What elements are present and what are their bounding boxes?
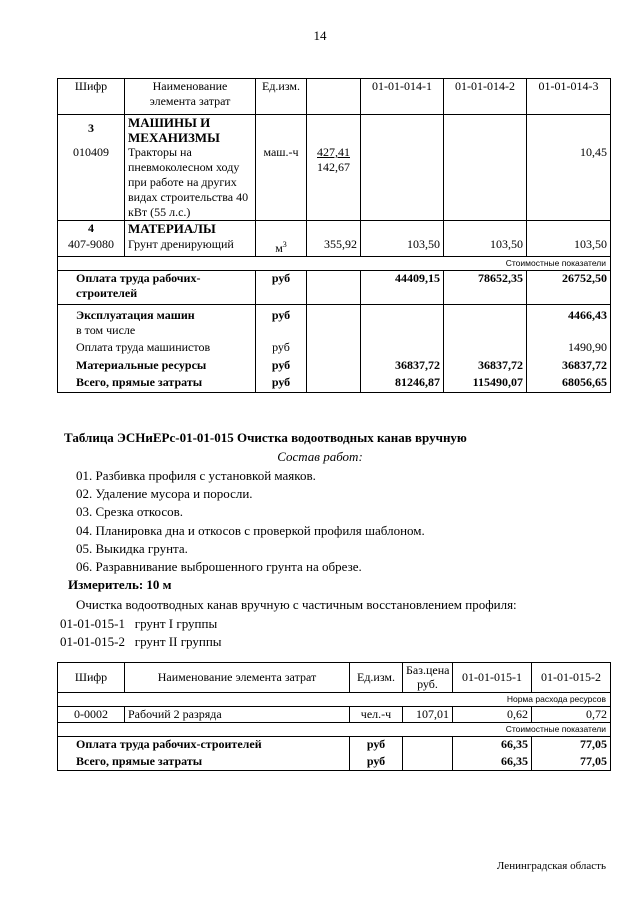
value-col3: 103,50 <box>527 237 611 257</box>
section-number: 4 <box>58 221 125 237</box>
summary-name: Материальные ресурсы <box>58 358 256 375</box>
cost-indicators-label: Стоимостные показатели <box>58 256 611 270</box>
summary-col1: 81246,87 <box>361 375 444 393</box>
value-col2 <box>444 145 527 221</box>
summary-col3: 36837,72 <box>527 358 611 375</box>
header-unit: Ед.изм. <box>350 663 403 693</box>
summary-unit <box>256 323 307 340</box>
summary-col2: 77,05 <box>532 754 611 771</box>
summary-unit: руб <box>350 754 403 771</box>
summary-name: Всего, прямые затраты <box>58 754 350 771</box>
summary-col1: 44409,15 <box>361 270 444 304</box>
work-composition-heading: Состав работ: <box>277 449 363 464</box>
price-bottom: 142,67 <box>317 160 350 174</box>
section-title: МАШИНЫ И МЕХАНИЗМЫ <box>125 115 256 146</box>
resource-norm-label: Норма расхода ресурсов <box>58 693 611 707</box>
operations-list <box>76 467 425 576</box>
value-col2: 103,50 <box>444 237 527 257</box>
summary-col2 <box>444 340 527 358</box>
summary-col1 <box>361 304 444 323</box>
resource-price: 355,92 <box>307 237 361 257</box>
variant-row <box>60 634 222 650</box>
value-col1: 0,62 <box>453 707 532 723</box>
list-item: 02. Удаление мусора и поросли. <box>76 486 253 502</box>
measure-unit: Измеритель: 10 м <box>68 577 172 592</box>
summary-col3: 1490,90 <box>527 340 611 358</box>
section-title: МАТЕРИАЛЫ <box>125 221 256 237</box>
summary-name: Оплата труда рабочих-строителей <box>58 737 350 754</box>
summary-col1: 36837,72 <box>361 358 444 375</box>
variant-text: грунт I группы <box>134 616 218 631</box>
resource-code: 0-0002 <box>58 707 125 723</box>
resource-price <box>307 145 361 221</box>
header-name: Наименование элемента затрат <box>125 663 350 693</box>
summary-name: Оплата труда машинистов <box>58 340 256 358</box>
header-code: Шифр <box>58 663 125 693</box>
value-col3: 10,45 <box>527 145 611 221</box>
resource-name: Рабочий 2 разряда <box>125 707 350 723</box>
summary-row <box>58 375 611 393</box>
summary-unit: руб <box>256 304 307 323</box>
cost-label-row <box>58 723 611 737</box>
header-price <box>307 79 361 115</box>
value-col2: 0,72 <box>532 707 611 723</box>
header-col2: 01-01-015-2 <box>532 663 611 693</box>
summary-col2: 115490,07 <box>444 375 527 393</box>
resource-name: Тракторы на пневмоколесном ходу при работе на других видах строительства 40 кВт (55 л.с.) <box>125 145 256 221</box>
header-name: Наименование элемента затрат <box>125 79 256 115</box>
variant-row <box>60 616 217 632</box>
cost-label-row <box>58 256 611 270</box>
summary-col3: 4466,43 <box>527 304 611 323</box>
summary-name: в том числе <box>58 323 256 340</box>
resource-code: 407-9080 <box>58 237 125 257</box>
header-unit: Ед.изм. <box>256 79 307 115</box>
list-item: 05. Выкидка грунта. <box>76 540 188 556</box>
summary-unit: руб <box>256 375 307 393</box>
variant-code: 01-01-015-1 <box>60 616 125 631</box>
list-item: 04. Планировка дна и откосов с проверкой профиля шаблоном. <box>76 522 425 538</box>
summary-col2 <box>444 304 527 323</box>
work-description: Очистка водоотводных канав вручную с частичным восстановлением профиля: <box>76 597 517 612</box>
summary-unit: руб <box>256 340 307 358</box>
list-item: 03. Срезка откосов. <box>76 504 184 520</box>
resource-unit: $м^3$ <box>256 237 307 257</box>
summary-col2: 77,05 <box>532 737 611 754</box>
page-number: 14 <box>313 28 327 43</box>
header-col1: 01-01-015-1 <box>453 663 532 693</box>
summary-row <box>58 304 611 323</box>
variant-code: 01-01-015-2 <box>60 634 125 649</box>
header-col3: 01-01-014-3 <box>527 79 611 115</box>
summary-col1 <box>361 340 444 358</box>
resource-name: Грунт дренирующий <box>125 237 256 257</box>
price-top: 427,41 <box>317 145 350 159</box>
header-col1: 01-01-014-1 <box>361 79 444 115</box>
resource-table-014 <box>57 78 611 393</box>
summary-col1 <box>361 323 444 340</box>
summary-col2: 78652,35 <box>444 270 527 304</box>
summary-col1: 66,35 <box>453 754 532 771</box>
resource-unit: маш.-ч <box>256 145 307 221</box>
summary-unit: руб <box>256 358 307 375</box>
table-row <box>58 237 611 257</box>
list-item: 06. Разравнивание выброшенного грунта на обрезе. <box>76 559 362 575</box>
summary-col3: 26752,50 <box>527 270 611 304</box>
header-price: Баз.цена руб. <box>403 663 453 693</box>
summary-col3 <box>527 323 611 340</box>
header-col2: 01-01-014-2 <box>444 79 527 115</box>
region-footer: Ленинградская область <box>496 860 606 872</box>
list-item: 01. Разбивка профиля с установкой маяков. <box>76 468 316 483</box>
summary-col2 <box>444 323 527 340</box>
summary-name: Оплата труда рабочих-строителей <box>58 270 256 304</box>
table-header-row <box>58 663 611 693</box>
summary-unit: руб <box>256 270 307 304</box>
summary-col2: 36837,72 <box>444 358 527 375</box>
summary-col1: 66,35 <box>453 737 532 754</box>
summary-row <box>58 270 611 304</box>
table-header-row <box>58 79 611 115</box>
value-col1: 103,50 <box>361 237 444 257</box>
resource-price: 107,01 <box>403 707 453 723</box>
section-number: 3 <box>58 115 125 146</box>
summary-row <box>58 340 611 358</box>
summary-name: Эксплуатация машин <box>58 304 256 323</box>
table-row <box>58 145 611 221</box>
summary-col3: 68056,65 <box>527 375 611 393</box>
norm-label-row <box>58 693 611 707</box>
cost-indicators-label: Стоимостные показатели <box>58 723 611 737</box>
header-code: Шифр <box>58 79 125 115</box>
section-row-machines <box>58 115 611 146</box>
summary-row <box>58 358 611 375</box>
table-title: Таблица ЭСНиЕРс-01-01-015 Очистка водоотводных канав вручную <box>64 430 467 445</box>
summary-unit: руб <box>350 737 403 754</box>
resource-table-015 <box>57 662 611 771</box>
variant-text: грунт II группы <box>134 634 222 649</box>
summary-row <box>58 754 611 771</box>
resource-unit: чел.-ч <box>350 707 403 723</box>
summary-row <box>58 737 611 754</box>
summary-name: Всего, прямые затраты <box>58 375 256 393</box>
summary-row <box>58 323 611 340</box>
section-row-materials <box>58 221 611 237</box>
table-row <box>58 707 611 723</box>
value-col1 <box>361 145 444 221</box>
resource-code: 010409 <box>58 145 125 221</box>
